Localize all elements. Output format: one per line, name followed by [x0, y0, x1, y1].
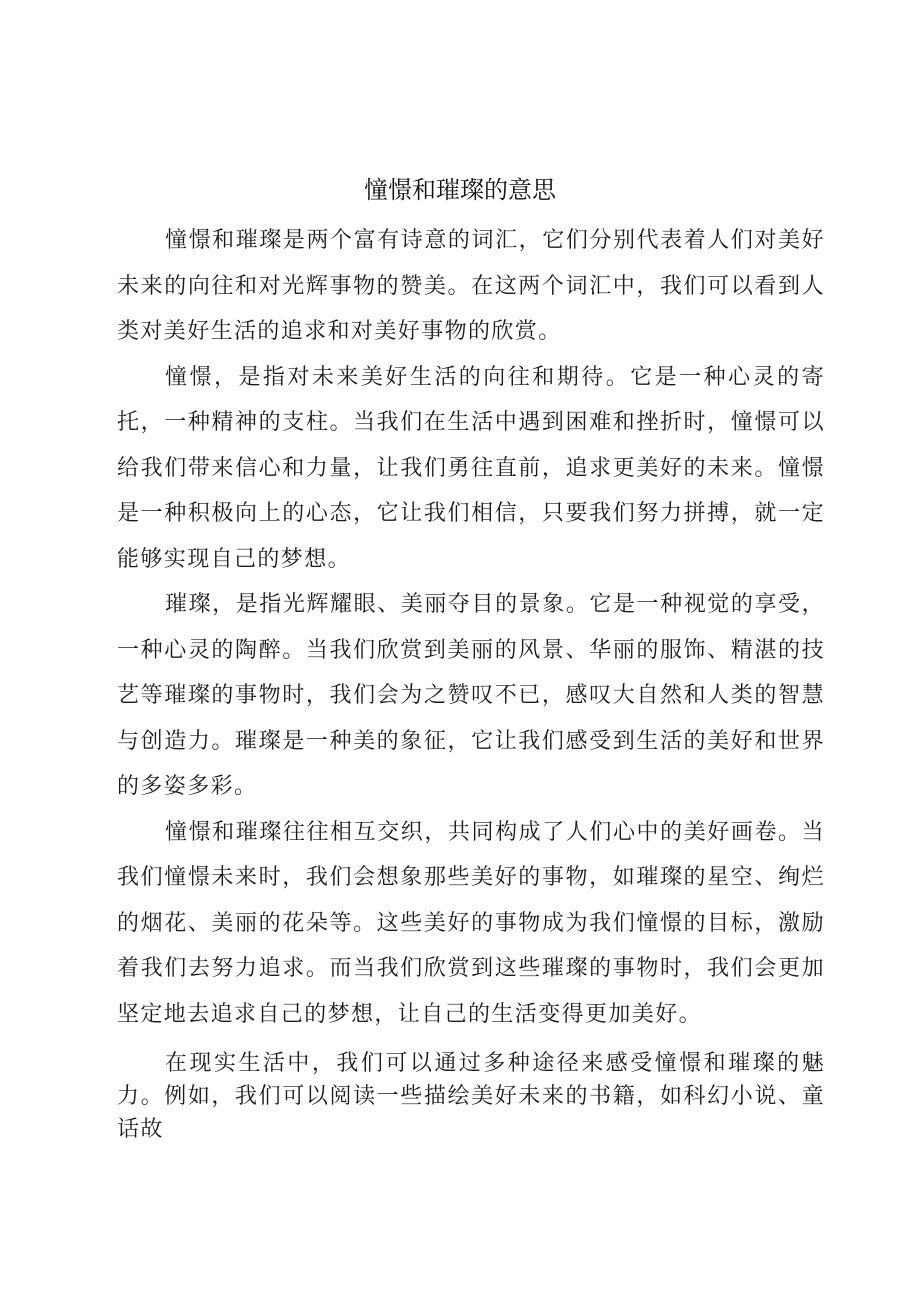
paragraph-3: 璀璨，是指光辉耀眼、美丽夺目的景象。它是一种视觉的享受，一种心灵的陶醉。当我们欣赏到美丽的风景、华丽的服饰、精湛的技艺等璀璨的事物时，我们会为之赞叹不已，感叹大自然和人类的智慧与创造力。璀璨是一种美的象征，它让我们感受到生活的美好和世界的多姿多彩。 [117, 592, 825, 799]
page-title: 憧憬和璀璨的意思 [364, 176, 556, 204]
paragraph-2: 憧憬，是指对未来美好生活的向往和期待。它是一种心灵的寄托，一种精神的支柱。当我们在生活中遇到困难和挫折时，憧憬可以给我们带来信心和力量，让我们勇往直前，追求更美好的未来。憧憬是一种积极向上的心态，它让我们相信，只要我们努力拼搏，就一定能够实现自己的梦想。 [117, 364, 825, 572]
paragraph-4: 憧憬和璀璨往往相互交织，共同构成了人们心中的美好画卷。当我们憧憬未来时，我们会想象那些美好的事物，如璀璨的星空、绚烂的烟花、美丽的花朵等。这些美好的事物成为我们憧憬的目标，激励着我们去努力追求。而当我们欣赏到这些璀璨的事物时，我们会更加坚定地去追求自己的梦想，让自己的生活变得更加美好。 [117, 819, 825, 1027]
paragraph-1: 憧憬和璀璨是两个富有诗意的词汇，它们分别代表着人们对美好未来的向往和对光辉事物的赞美。在这两个词汇中，我们可以看到人类对美好生活的追求和对美好事物的欣赏。 [117, 228, 825, 344]
document-body [117, 218, 825, 1146]
paragraph-5: 在现实生活中，我们可以通过多种途径来感受憧憬和璀璨的魅力。例如，我们可以阅读一些描绘美好未来的书籍，如科幻小说、童话故 [117, 1051, 825, 1142]
